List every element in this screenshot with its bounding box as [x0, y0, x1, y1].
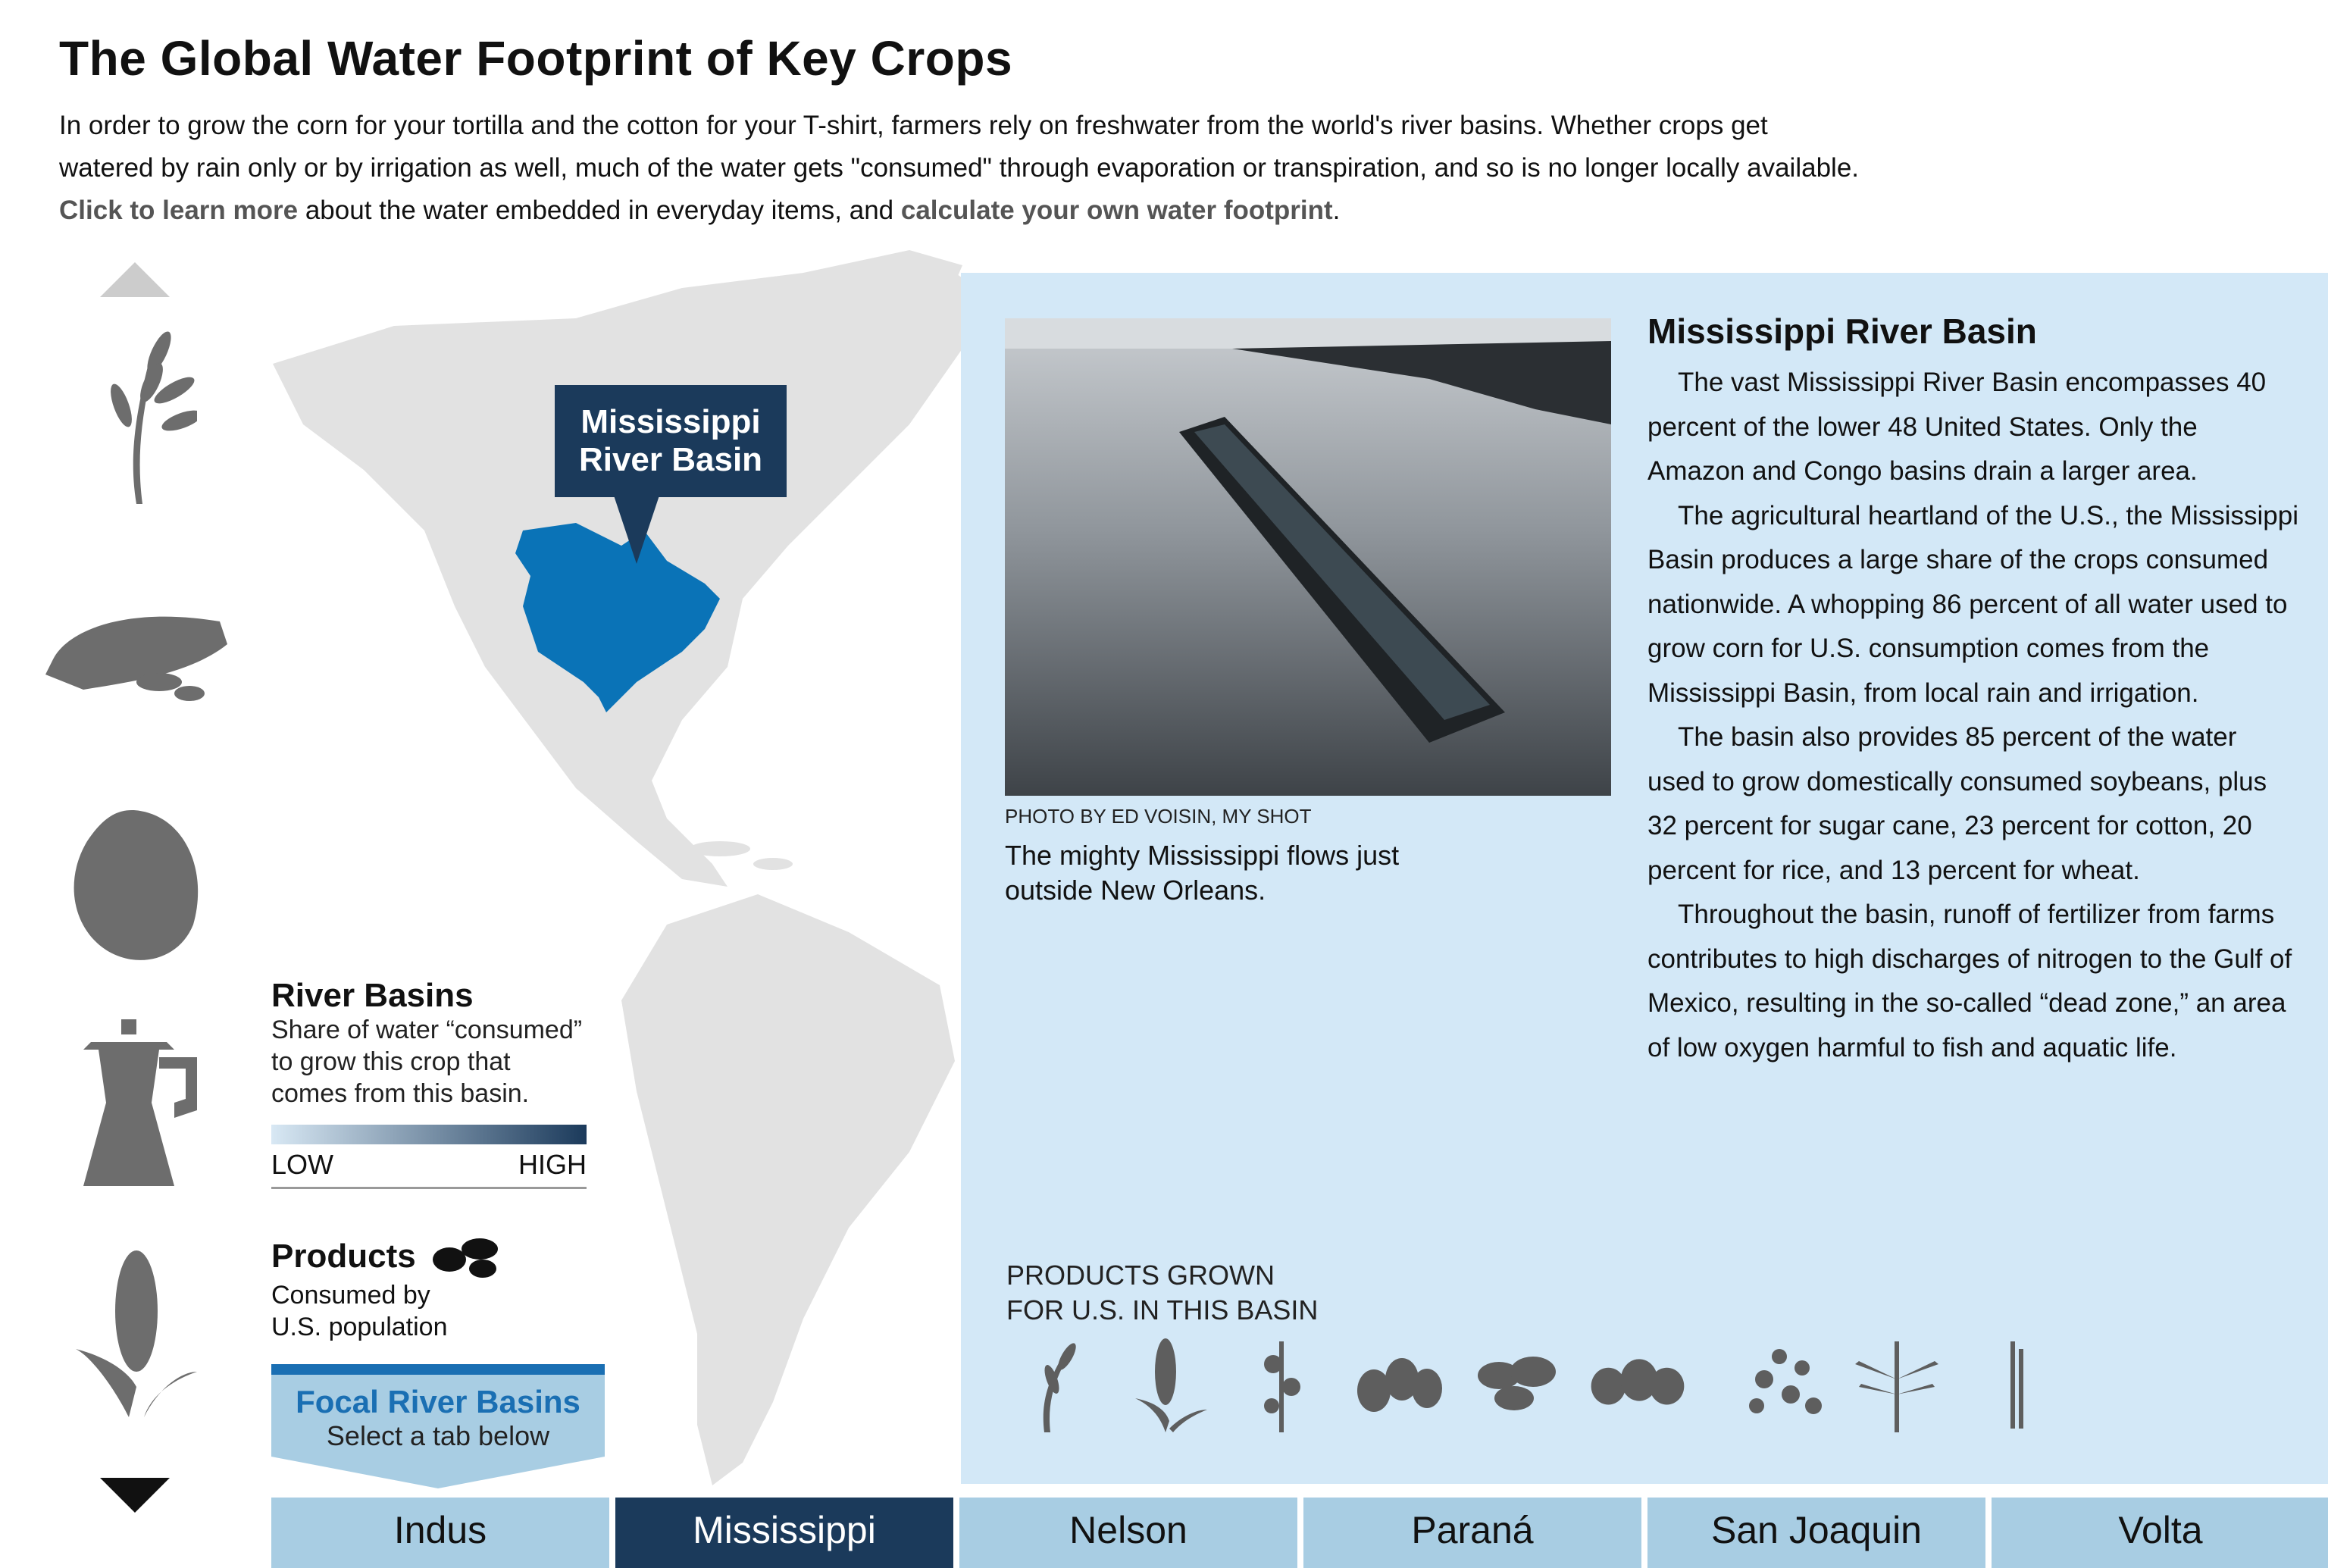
peanuts-icon[interactable]: [1469, 1334, 1567, 1432]
wheat-icon[interactable]: [1006, 1334, 1105, 1432]
soybeans-icon[interactable]: [1347, 1334, 1446, 1432]
reed-icon[interactable]: [1969, 1334, 2067, 1432]
focal-arrow: [271, 1457, 605, 1488]
legend-low-label: LOW: [271, 1149, 334, 1180]
products-desc-line-1: Consumed by: [271, 1281, 430, 1310]
beans-icon: [427, 1234, 502, 1279]
wheat-icon[interactable]: [30, 318, 242, 508]
focal-river-basins-label: [271, 1364, 605, 1493]
tab-mississippi[interactable]: Mississippi: [615, 1498, 953, 1568]
calculate-footprint-link[interactable]: calculate your own water footprint: [900, 196, 1333, 225]
seeds-icon[interactable]: [1734, 1334, 1832, 1432]
products-grown-line-2: FOR U.S. IN THIS BASIN: [1006, 1294, 1319, 1325]
corn-icon[interactable]: [30, 1235, 242, 1432]
callout-line-1: Mississippi: [580, 403, 761, 440]
sugar-cane-icon[interactable]: [1848, 1334, 1946, 1432]
legend: [271, 978, 590, 1189]
page-title: The Global Water Footprint of Key Crops: [59, 31, 1013, 86]
coconut-icon[interactable]: [30, 788, 242, 985]
cotton-icon[interactable]: [1234, 1334, 1332, 1432]
products-grown-icons: [1006, 1334, 2325, 1440]
legend-high-label: HIGH: [518, 1149, 587, 1180]
rice-grains-icon[interactable]: [1590, 1334, 1688, 1432]
basin-tabs: [271, 1498, 2328, 1568]
legend-scale: [271, 1144, 587, 1189]
legend-description: Share of water “consumed” to grow this crop that comes from this basin.: [271, 1016, 583, 1108]
intro-text: [59, 105, 2257, 232]
legend-title: River Basins: [271, 977, 474, 1014]
focal-title: Focal River Basins: [296, 1384, 580, 1419]
tab-indus[interactable]: Indus: [271, 1498, 609, 1568]
scroll-down-arrow[interactable]: [100, 1478, 170, 1513]
basin-heading: Mississippi River Basin: [1647, 311, 2037, 351]
photo-credit: PHOTO BY ED VOISIN, MY SHOT: [1005, 805, 1312, 828]
coffee-pot-icon[interactable]: [30, 1008, 242, 1205]
learn-more-link[interactable]: Click to learn more: [59, 196, 299, 225]
products-title: [271, 1234, 590, 1279]
products-grown-line-1: PRODUCTS GROWN: [1006, 1260, 1275, 1291]
rice-icon[interactable]: [30, 576, 242, 728]
basin-article: [1647, 311, 2299, 1070]
barge-photo: [1005, 318, 1611, 796]
basin-detail-panel: [961, 273, 2328, 1484]
intro-line-2: watered by rain only or by irrigation as well, much of the water gets "consumed" through evaporation or transpiration, and so is no longer locally available.: [59, 153, 1860, 183]
header: [59, 30, 2257, 232]
intro-mid-text: about the water embedded in everyday items, and: [298, 196, 901, 225]
photo-caption: The mighty Mississippi flows just outside New Orleans.: [1005, 840, 1400, 906]
tab-parana[interactable]: Paraná: [1303, 1498, 1641, 1568]
callout-line-2: River Basin: [578, 441, 763, 478]
article-paragraph-2: The agricultural heartland of the U.S., the Mississippi Basin produces a large share of the crops consumed nationwide. A whopping 86 percent of all water used to grow corn for U.S. consumption comes from the Mississippi Basin, from local rain and irrigation.: [1647, 500, 2298, 708]
south-america-landmass: [621, 894, 955, 1485]
callout-pointer: [614, 496, 659, 564]
products-legend: [271, 1234, 590, 1343]
focal-subtitle: Select a tab below: [326, 1420, 550, 1451]
products-grown-label: [1006, 1258, 1318, 1328]
products-desc-line-2: U.S. population: [271, 1313, 448, 1341]
products-title-text: Products: [271, 1238, 416, 1275]
tab-volta[interactable]: Volta: [1992, 1498, 2328, 1568]
basin-callout: [555, 385, 787, 497]
article-paragraph-3: The basin also provides 85 percent of the water used to grow domestically consumed soybeans, plus 32 percent for sugar cane, 23 percent for cotton, 20 percent for rice, and 13 percent for wheat.: [1647, 722, 2267, 885]
tab-nelson[interactable]: Nelson: [959, 1498, 1297, 1568]
products-description: [271, 1279, 590, 1343]
crop-selector: [30, 258, 242, 1516]
tab-san-joaquin[interactable]: San Joaquin: [1647, 1498, 1985, 1568]
intro-line-1: In order to grow the corn for your tortilla and the cotton for your T-shirt, farmers rely on freshwater from the world's river basins. Whether crops get: [59, 111, 1768, 140]
intro-end-text: .: [1332, 196, 1341, 225]
corn-icon[interactable]: [1120, 1334, 1219, 1432]
article-paragraph-4: Throughout the basin, runoff of fertilizer from farms contributes to high discharges of nitrogen to the Gulf of Mexico, resulting in the so-called “dead zone,” an area of low oxygen harmful to fish and aquatic life.: [1647, 900, 2292, 1063]
article-paragraph-1: The vast Mississippi River Basin encompasses 40 percent of the lower 48 United States. Only the Amazon and Congo basins drain a larger area.: [1647, 368, 2267, 486]
legend-gradient: [271, 1125, 587, 1144]
